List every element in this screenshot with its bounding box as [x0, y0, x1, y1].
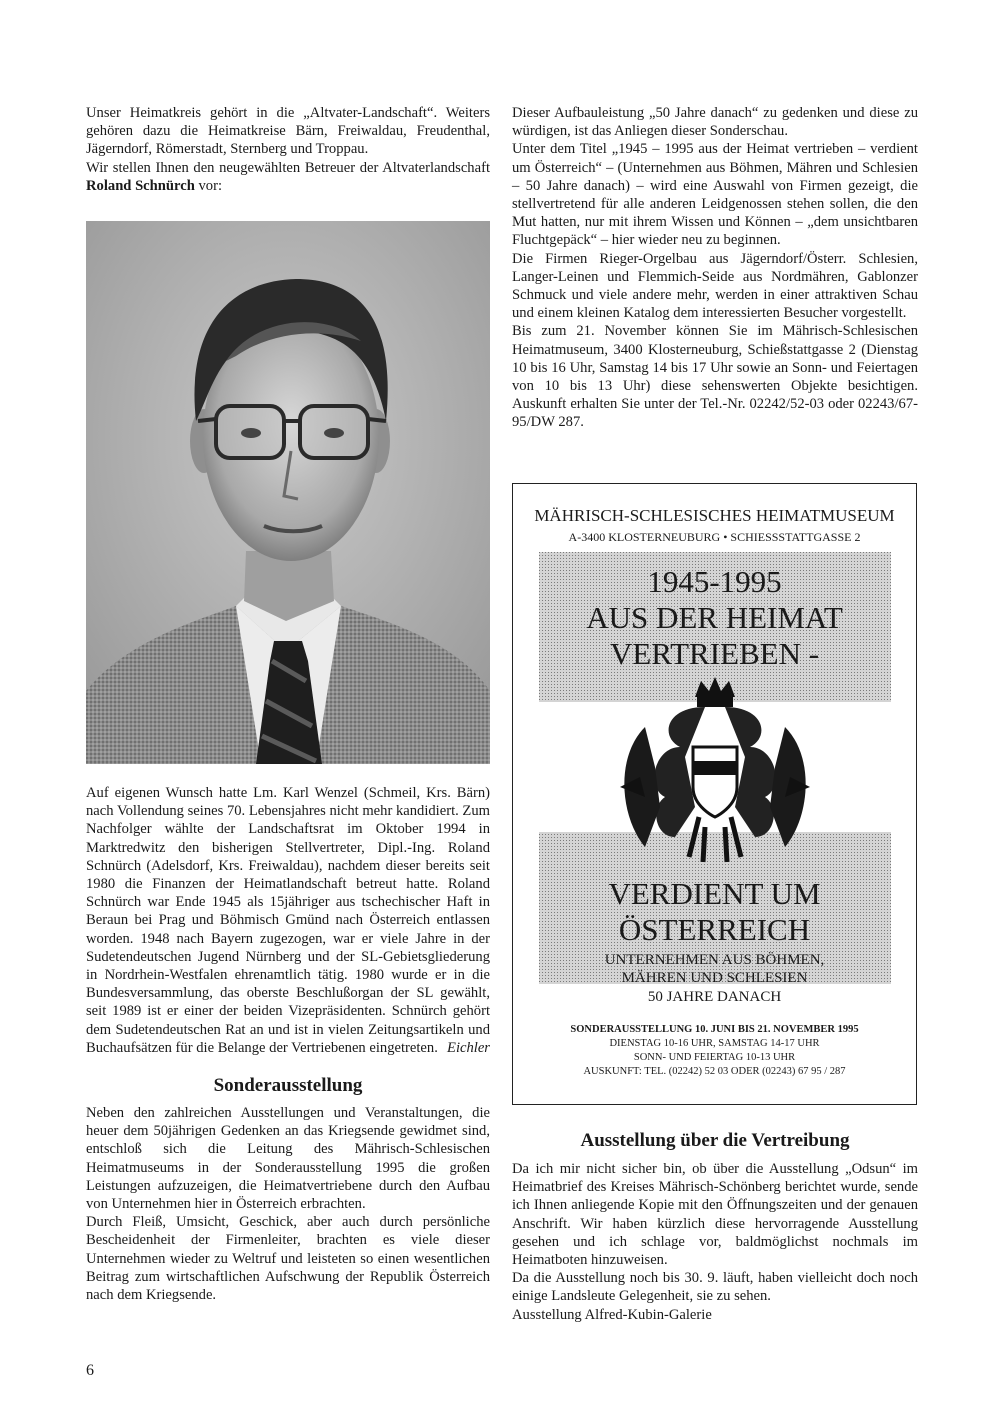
poster-title-line-4: ÖSTERREICH: [618, 912, 811, 947]
sonder-paragraph-2: Durch Fleiß, Umsicht, Geschick, aber auch durch persönliche Bescheidenheit der Firmenleiter, brachten es viele dieser Unternehmen wieder zu Weltruf und leisteten so einen wesentlichen Beitrag zum wirtschaftlichen Aufschwung der Republik Österreich nach dem Kriegsende.: [86, 1214, 490, 1304]
poster-years: 1945-1995: [647, 564, 782, 599]
author-signature: Eichler: [447, 1039, 490, 1056]
poster-subtitle-line-3: 50 JAHRE DANACH: [647, 989, 782, 1005]
vertreibung-paragraph-2: Da die Ausstellung noch bis 30. 9. läuft, haben vielleicht doch noch einige Landsleute Gelegenheit, sie zu sehen.: [512, 1270, 918, 1305]
poster-subtitle-line-1: UNTERNEHMEN AUS BÖHMEN,: [604, 952, 825, 968]
intro-paragraph-1: Unser Heimatkreis gehört in die „Altvater-Landschaft“. Weiters gehören dazu die Heimatkreise Bärn, Freiwaldau, Freudenthal, Jägerndorf, Römerstadt, Sternberg und Troppau.: [86, 105, 490, 158]
biography-block: [86, 784, 490, 1057]
poster-hours-holiday: SONN- UND FEIERTAG 10-13 UHR: [633, 1052, 796, 1063]
poster-contact-info: AUSKUNFT: TEL. (02242) 52 03 ODER (02243) 67 95 / 287: [583, 1066, 846, 1077]
poster-dates: SONDERAUSSTELLUNG 10. JUNI BIS 21. NOVEMBER 1995: [570, 1024, 859, 1035]
person-name: Roland Schnürch: [86, 177, 195, 194]
sonderausstellung-text: [86, 1104, 490, 1304]
vertreibung-paragraph-1: Da ich mir nicht sicher bin, ob über die Ausstellung „Odsun“ im Heimatbrief des Kreises Mährisch-Schönberg berichtet wurde, sende ich Ihnen anliegende Kopie mit den Öffnungszeiten und der genauen Anschrift. Wir haben kürzlich diese hervorragende Ausstellung gesehen und ich schlage vor, baldmöglichst nochmals im Heimatboten hinzuweisen.: [512, 1161, 918, 1269]
exhibition-text-block: [512, 104, 918, 432]
intro-paragraph-2-start: Wir stellen Ihnen den neugewählten Betreuer der Altvaterlandschaft: [86, 159, 490, 176]
poster-title-line-3: VERDIENT UM: [608, 876, 821, 911]
sonder-paragraph-1: Neben den zahlreichen Ausstellungen und Veranstaltungen, die heuer dem 50jährigen Gedenken an das Kriegsende gewidmet sind, entschloß sich die Leitung des Mährisch-Schlesischen Heimatmuseums in der Sonderausstellung 1995 die großen Leistungen aufzuzeigen, die Heimatvertriebene durch den Aufbau von Unternehmen hier in Österreich erbrachten.: [86, 1105, 490, 1213]
poster-title-line-1: AUS DER HEIMAT: [586, 600, 843, 635]
exhibition-paragraph-2: Unter dem Titel „1945 – 1995 aus der Heimat vertrieben – verdient um Österreich“ – (Unternehmen aus Böhmen, Mähren und Schlesien – 50 Jahre danach) – wird eine Auswahl von Firmen gezeigt, die stellvertretend für alle anderen Leidgenossen stehen sollen, die den Mut hatten, nur mit ihrem Wissen und Können – „dem unsichtbaren Fluchtgepäck“ – hier wieder neu zu beginnen.: [512, 141, 918, 249]
poster-title-line-2: VERTRIEBEN -: [609, 636, 820, 671]
intro-paragraph-2-end: vor:: [198, 177, 222, 194]
exhibition-paragraph-1: Dieser Aufbauleistung „50 Jahre danach“ zu gedenken und diese zu würdigen, ist das Anliegen dieser Sonderschau.: [512, 105, 918, 140]
portrait-photo: [86, 221, 490, 764]
poster-address: A-3400 KLOSTERNEUBURG • SCHIESSSTATTGASSE 2: [568, 530, 861, 544]
exhibition-poster: [512, 483, 917, 1105]
poster-museum-name: MÄHRISCH-SCHLESISCHES HEIMATMUSEUM: [534, 506, 895, 525]
heading-sonderausstellung: Sonderausstellung: [213, 1075, 363, 1096]
biography-body: Auf eigenen Wunsch hatte Lm. Karl Wenzel (Schmeil, Krs. Bärn) nach Vollendung seines 70. Lebensjahres nicht mehr kandidiert. Zum Nachfolger wählte der Landschaftsrat im Oktober 1994 in Marktredwitz den bisherigen Stellvertreter, Dipl.-Ing. Roland Schnürch (Adelsdorf, Krs. Freiwaldau), nachdem dieser bereits seit 1980 die Finanzen der Heimatlandschaft betreut hatte. Roland Schnürch war Ende 1945 als 15jähriger aus tschechischer Haft in Beraun bei Prag und Böhmisch Gmünd nach Österreich entlassen worden. 1948 nach Bayern zugezogen, war er viele Jahre in der Sudetendeutschen Jugend Nürnberg und der SL-Gebietsgliederung in Nordrhein-Westfalen ehrenamtlich tätig. 1980 wurde er in die Bundesversammlung, das oberste Beschlußorgan der SL gewählt, seit 1989 ist er einer der beiden Vizepräsidenten. Schnürch gehört dem Sudetendeutschen Rat an und ist in vielen Zeitungsartikeln und Buchaufsätzen für die Belange der Vertriebenen eingetreten.: [86, 785, 490, 1056]
page-number: 6: [86, 1362, 94, 1379]
biography-text: [86, 784, 490, 1057]
vertreibung-text: [512, 1160, 918, 1324]
intro-paragraph-2: [86, 159, 490, 195]
poster-hours-weekday: DIENSTAG 10-16 UHR, SAMSTAG 14-17 UHR: [609, 1038, 820, 1049]
vertreibung-paragraph-3: Ausstellung Alfred-Kubin-Galerie: [512, 1306, 712, 1323]
exhibition-paragraph-4: Bis zum 21. November können Sie im Mährisch-Schlesischen Heimatmuseum, 3400 Klosterneuburg, Schießstattgasse 2 (Dienstag 10 bis 16 Uhr, Samstag 14 bis 17 Uhr sowie an Sonn- und Feiertagen von 10 bis 13 Uhr) diese sehenswerten Objekte besichtigen. Auskunft erhalten Sie unter der Tel.-Nr. 02242/52-03 oder 02243/67-95/DW 287.: [512, 323, 918, 431]
exhibition-paragraph-3: Die Firmen Rieger-Orgelbau aus Jägerndorf/Österr. Schlesien, Langer-Leinen und Flemmich-Seide aus Nordmähren, Gablonzer Schmuck und viele andere mehr, werden in einer attraktiven Schau und einem kleinen Katalog dem interessierten Besucher vorgestellt.: [512, 250, 918, 322]
heading-vertreibung: Ausstellung über die Vertreibung: [580, 1130, 850, 1151]
poster-subtitle-line-2: MÄHREN UND SCHLESIEN: [621, 970, 808, 986]
intro-text-block: [86, 104, 490, 195]
